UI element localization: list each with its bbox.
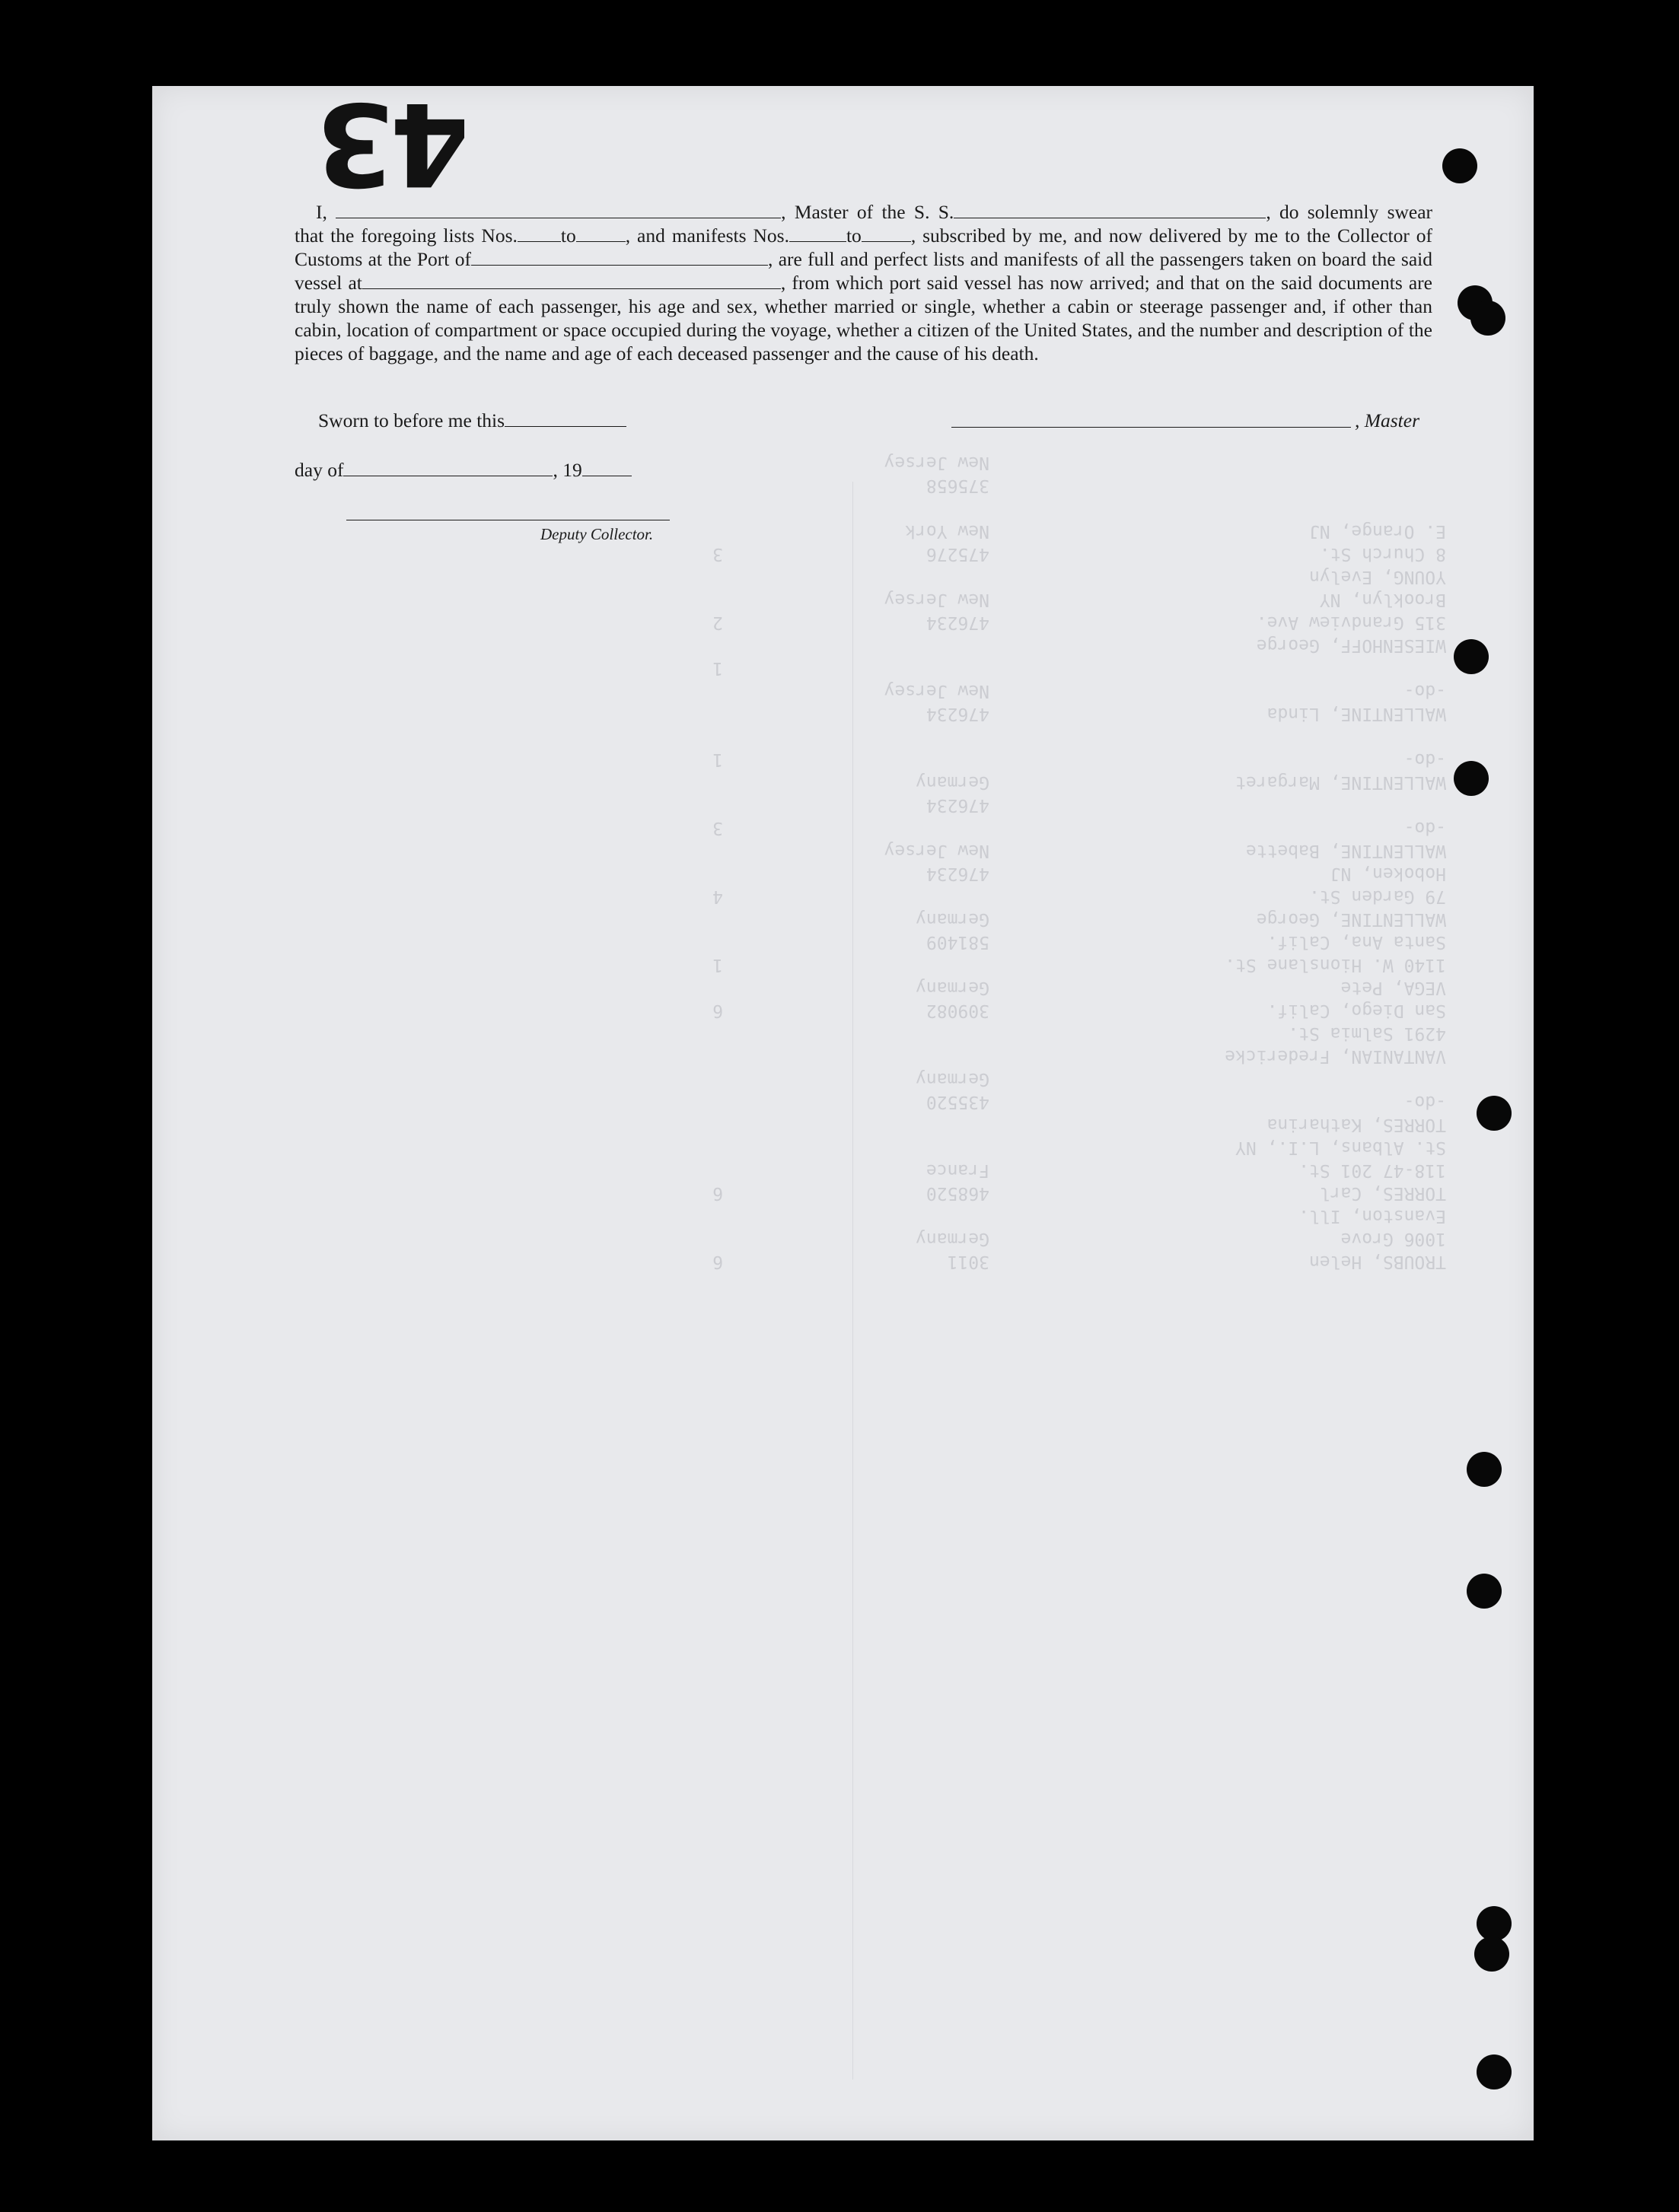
- bleed-through-counts: 6 6 6 1 4 3 1 1 2 3: [712, 544, 723, 1272]
- oath-text-2b: to: [560, 224, 576, 247]
- bleed-through-names: TROUBS, Helen 1006 Grove Evanston, Ill. TORRES, Carl 118-47 201 St. St. Albans, L.I., NY TORRES, Katharina -do- VANTANIAN, Fredericke 4291 Salmia St. San Diego, Calif. VEGA, Pete 1140 W. Hionslane St. Santa Ana, Calif. WALLENTINE, George 79 Garden St. Hoboken, NJ WALLENTINE, Babette -do- WALLENTINE, Margaret -do- WALLENTINE, Linda -do- WIESENHOFF, George 315 Grandview Ave. Brooklyn, NY YOUNG, Evelyn 8 Church St. E. Orange, NJ: [1225, 521, 1446, 1272]
- oath-text-4a: manifests of all the passengers taken on board the said vessel at: [295, 248, 1432, 294]
- oath-text-2e: , subscribed by me, and now: [910, 224, 1142, 247]
- oath-text-1b: , Master of the S. S.: [781, 201, 954, 223]
- punch-hole: [1467, 1574, 1502, 1609]
- punch-hole: [1454, 761, 1489, 796]
- oath-text-3a: delivered by me to the Collector of Customs at the Port of: [295, 224, 1433, 270]
- month-blank: [343, 460, 553, 476]
- oath-text-1c: , do solemnly: [1266, 201, 1379, 223]
- punch-hole: [1477, 1096, 1512, 1131]
- manifest-page: [152, 77, 1534, 2140]
- punch-hole: [1467, 1452, 1502, 1487]
- year-blank: [582, 460, 632, 476]
- oath-text-4b: , from which: [780, 272, 884, 294]
- sworn-line: [318, 409, 626, 432]
- day-of-line: [295, 459, 632, 482]
- oath-text-2c: , and manifests Nos.: [625, 224, 789, 247]
- year-label: , 19: [553, 459, 582, 481]
- bleed-through-text: [571, 398, 1446, 1273]
- departure-port-blank: [362, 273, 781, 289]
- punch-hole: [1454, 639, 1489, 674]
- fold-crease: [852, 482, 853, 2080]
- ship-name-blank: [954, 202, 1266, 218]
- master-label: , Master: [1355, 409, 1419, 431]
- sworn-day-blank: [505, 411, 626, 427]
- port-blank: [471, 250, 768, 266]
- lists-from-blank: [518, 226, 561, 242]
- oath-text-2a: swear that the foregoing lists Nos.: [295, 201, 1433, 247]
- punch-hole: [1474, 1937, 1509, 1972]
- oath-text-1a: I,: [316, 201, 327, 223]
- deputy-collector-label: Deputy Collector.: [540, 525, 654, 543]
- oath-text-3b: , are full and perfect lists and: [767, 248, 999, 270]
- sworn-label: Sworn to before me this: [318, 409, 505, 431]
- punch-hole: [1442, 148, 1477, 183]
- oath-paragraph: [295, 200, 1432, 365]
- page-number-stamp: 43: [320, 77, 470, 209]
- lists-to-blank: [576, 226, 626, 242]
- oath-text-2d: to: [846, 224, 862, 247]
- day-of-label: day of: [295, 459, 344, 481]
- manifests-from-blank: [789, 226, 846, 242]
- punch-hole: [1477, 2054, 1512, 2089]
- punch-hole: [1477, 1906, 1512, 1941]
- master-name-blank: [336, 202, 781, 218]
- bleed-through-ids: 3011 Germany 468520 France 435520 Germany 309082 Germany 581409 Germany 476234 New Jersey 476234 Germany 476234 New Jersey 476234 New Jersey 475276 New York 375658 New Jersey: [884, 453, 989, 1272]
- oath-text-5: port said vessel has now arrived; and that on the said documents are truly shown the name of each passenger, his age and sex, whether married or single, whether a cabin or steerage passenger and, if other than cabin, location of compartment or space occupied during the voyage, whether a citizen of the United States, and the number and description of the pieces of baggage, and the name and age of each deceased passenger and the cause of his death.: [295, 272, 1432, 364]
- master-signature-line: [951, 427, 1351, 428]
- punch-hole: [1470, 301, 1505, 336]
- manifests-to-blank: [862, 226, 911, 242]
